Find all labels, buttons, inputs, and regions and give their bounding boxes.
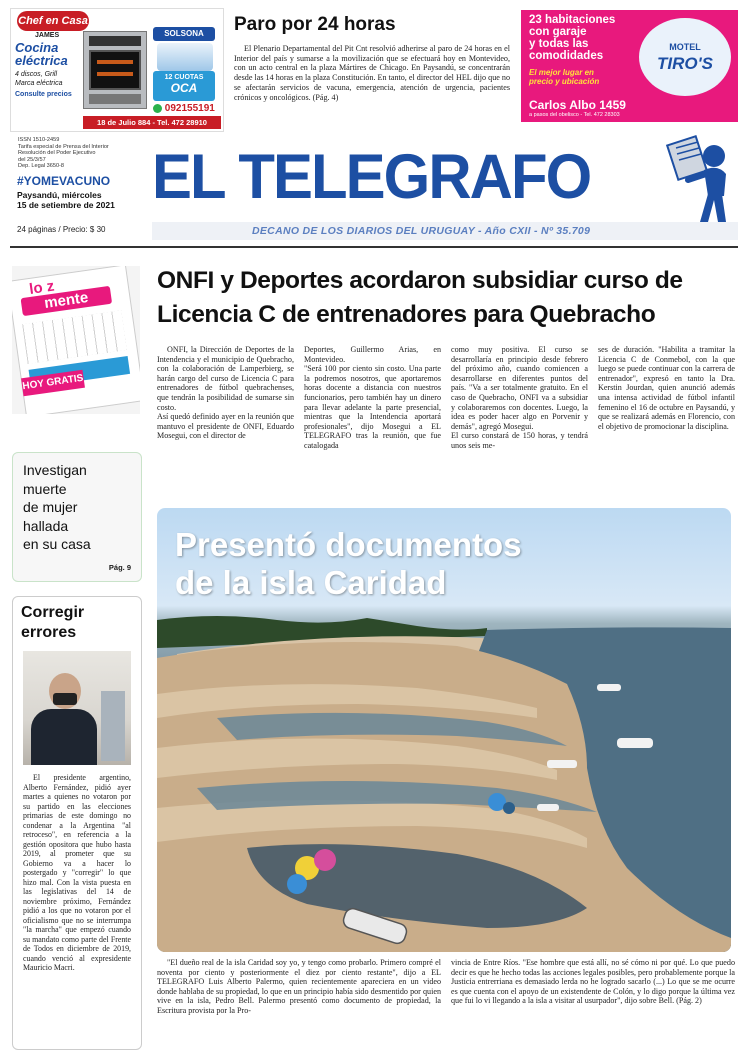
- edition-pages: 24 páginas / Precio: $ 30: [17, 225, 106, 234]
- photo-headline: Presentó documentos de la isla Caridad: [175, 526, 522, 601]
- side-column-title[interactable]: Corregir errores: [21, 604, 85, 641]
- main-story-col-4: ses de duración. "Habilita a tramitar la Licencia C de Conmebol, con la que luego se puede continuar con la carrera de entrenador", expresó en tanto la Dra. Kerstin Jourdan, quien anunció además una intensa actividad de fútbol infantil femenino el 16 de octubre en Paysandú, y que se realizará además en Florencio, con el objetivo de promocionar la disciplina.: [598, 345, 735, 431]
- side-story-page: Pág. 9: [108, 563, 131, 572]
- whatsapp-icon: [153, 104, 162, 113]
- promo-puzzle-magazine[interactable]: [12, 266, 140, 414]
- ad-motel-address: Carlos Albo 1459: [529, 98, 626, 112]
- main-story-col-1: ONFI, la Dirección de Deportes de la Intendencia y el municipio de Quebracho, con la colaboración de Lamperbierg, se harán cargo del curso de Licencia C para entrenadores de fútbol quebrachenses, que tendrán la posibilidad de sumarse sin costo. Así quedó definido ayer en la reunión que mantuvo el presidente de ONFI, Eduardo Mosegui, con el director de: [157, 345, 294, 441]
- ad-motel-tagline: El mejor lugar en precio y ubicación: [529, 68, 600, 86]
- ad-kitchen[interactable]: [10, 8, 224, 132]
- ad-brand-sub: JAMES: [35, 32, 60, 39]
- reader-mascot-icon: [664, 134, 736, 226]
- ad-address: 18 de Julio 884 - Tel. 472 28910: [83, 116, 221, 129]
- ad-store: SOLSONA: [153, 27, 215, 41]
- caption-col-1: "El dueño real de la isla Caridad soy yo, y tengo como probarlo. Primero compré el noventa por ciento y posteriormente el diez por ciento restante", dijo a EL TELEGRAFO Luis Alberto Palermo, quien recientemente apareciera en un video donde hablaba de su propiedad, lo que en un principio había sido desmentido por quien vive en la isla, Pedro Bell. Palermo presentó como documento de propiedad, la Escritura provista por la Pro-: [157, 958, 441, 1015]
- motel-logo: MOTEL TIRO'S: [639, 18, 731, 96]
- promo-title: mente: [21, 286, 113, 316]
- side-column-body: El presidente argentino, Alberto Fernández, pidió ayer martes a quienes no votaron por su partido en las elecciones primarias de este domingo no condenar a la Argentina "al retroceso", en referencia a la gestión opositora que hubo hasta 2019, al prometer que su Gobierno va a hacer lo postergado y "corregir" lo que hizo mal. Con la vista puesta en las legislativas del 14 de noviembre próximo, Fernández pidió a los que no votaron por el oficialismo que no se interrumpa "la marcha" que empezó cuando su mandato como parte del Frente de Todos en diciembre de 2019, cuando venció al expresidente Mauricio Macri.: [23, 773, 131, 972]
- ad-motel-features: 23 habitaciones con garaje y todas las comodidades: [529, 14, 616, 62]
- ad-phone: 092155191: [153, 103, 215, 114]
- main-photo[interactable]: [157, 508, 731, 952]
- ad-consult: Consulte precios: [15, 91, 72, 98]
- masthead-divider: [10, 246, 738, 248]
- masthead-legal: ISSN 1510-2459 Tarifa especial de Prensa del Interior Resolución del Poder Ejecutivo del 25/3/57 Dep. Legal 3650-8: [18, 137, 109, 170]
- fernandez-photo: [23, 651, 131, 765]
- promo-title-top: lo z: [28, 277, 56, 298]
- caption-col-2: vincia de Entre Ríos. "Ese hombre que está allí, no sé cómo ni por qué. Lo que puedo decir es que he hecho todas las acciones legales posibles, pero probablemente porque la Justicia entrerriana es demasiado lerda no he logrado sacarlo (...) Lo que se me ocurre es que cuenta con el apoyo de un existendente de Colón, y lo digo porque la última vez que fui lo vi llegando a la isla a visitar al usurpador", dijo sobre Bell. (Pág. 2): [451, 958, 735, 1006]
- ad-person-image: [157, 43, 213, 71]
- hashtag[interactable]: #YOMEVACUNO: [17, 174, 111, 188]
- ad-product: Cocina eléctrica: [15, 40, 68, 68]
- crossword-grid: [22, 310, 127, 364]
- promo-badge: HOY GRATIS: [21, 370, 85, 396]
- ad-detail-1: 4 discos, Grill: [15, 71, 58, 78]
- oven-image: [83, 31, 147, 109]
- ad-installments: 12 CUOTAS OCA: [153, 71, 215, 101]
- ad-motel-address-sub: a pasos del obelisco - Tel. 472 28303: [529, 112, 620, 118]
- main-headline[interactable]: ONFI y Deportes acordaron subsidiar curso de Licencia C de entrenadores para Quebracho: [157, 267, 683, 328]
- side-column-box: [12, 596, 142, 1050]
- top-story-title[interactable]: Paro por 24 horas: [234, 14, 396, 35]
- side-story-box[interactable]: [12, 452, 142, 582]
- ad-brand: Chef en Casa: [17, 11, 89, 31]
- ad-motel[interactable]: [521, 10, 738, 122]
- main-story-col-2: Deportes, Guillermo Arias, en Montevideo. "Será 100 por ciento sin costo. Una parte la podremos nosotros, que aportaremos horas docente a distancia con nuestros funcionarios, pero también hay un dinero para llevar adelante la parte presencial, mientras que la Intendencia aportará profesionales", dijo Mosegui a EL TELEGRAFO tras la reunión, que fue catalogada: [304, 345, 441, 450]
- side-story-title: Investigan muerte de mujer hallada en su casa: [23, 462, 91, 552]
- ad-detail-2: Marca eléctrica: [15, 80, 63, 87]
- top-story-body: El Plenario Departamental del Pit Cnt resolvió adherirse al paro de 24 horas en el Interior del país y sumarse a la movilización que se efectuará hoy en Montevideo, con un acto central en la plaza Mártires de Chicago. En Paysandú, se concentrarán desde las 14 horas en la plaza Constitución. En tanto, el director del HEL dijo que no se afectarán servicios de vacuna, emergencia, atención de urgencia, pacientes crónicos y oncológicos. (Pág. 4): [234, 44, 510, 102]
- newspaper-name[interactable]: EL TELEGRAFO: [152, 142, 591, 212]
- main-story-col-3: como muy positiva. El curso se desarrollaría en principio desde febrero del próximo año, cuando comiencen a desarrollarse en diferentes puntos del país. "Va a ser totalmente gratuito. En el caso de Quebracho, ONFI va a subsidiar y colaboraremos con docentes. Luego, la idea es poder hacer algo en Porvenir y demás", agregó Mosegui. El curso constará de 150 horas, y tendrá unos seis me-: [451, 345, 588, 450]
- masthead-tagline: DECANO DE LOS DIARIOS DEL URUGUAY - Año CXII - Nº 35.709: [252, 225, 591, 237]
- edition-date: Paysandú, miércoles 15 de setiembre de 2021: [17, 190, 115, 210]
